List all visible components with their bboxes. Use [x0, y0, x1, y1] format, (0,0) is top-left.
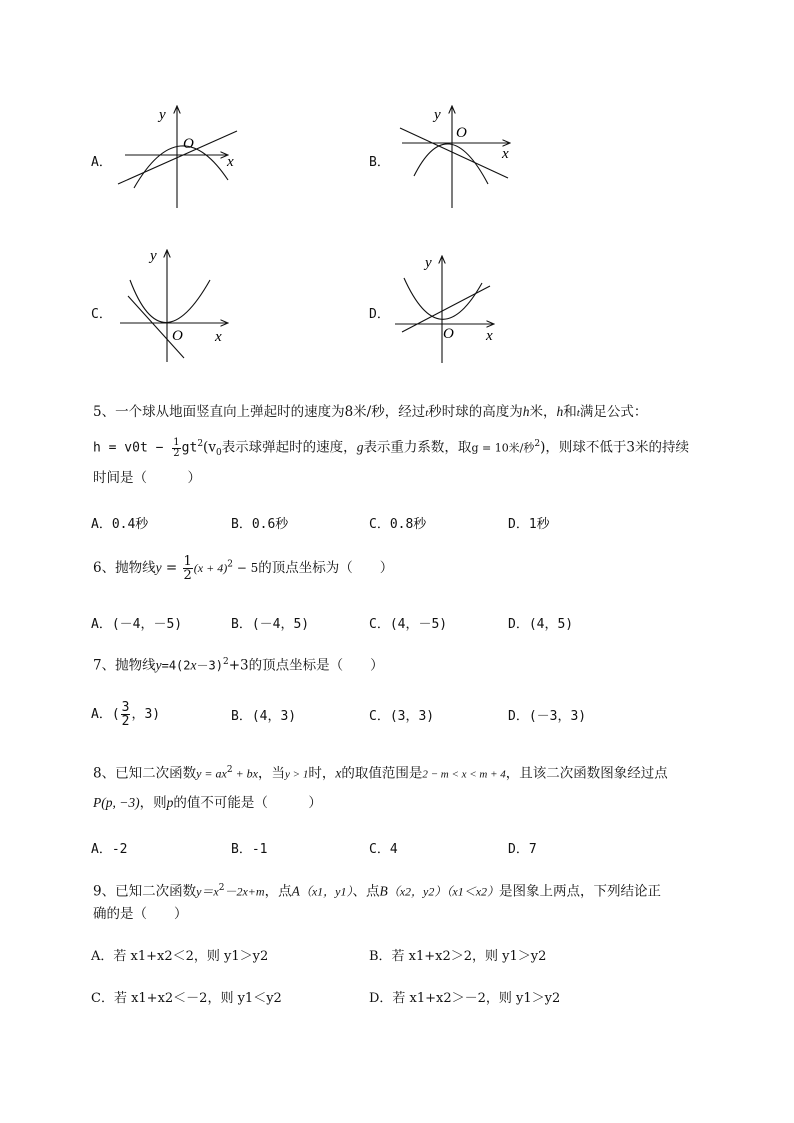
q7-stem: 7、抛物线$y=4(2x-3)^2+3$的顶点坐标是（ ） [93, 657, 384, 674]
graph-d-parabola [404, 278, 482, 319]
graph-a-o-label: O [183, 136, 194, 152]
q6-stem: 6、抛物线y = $\frac{1}{2}$ $(x + 4)^2 - 5$的顶点坐标为（ ） [93, 554, 394, 583]
graph-c-label: C． [91, 307, 112, 322]
graph-b-line [400, 128, 508, 178]
graph-c-o-label: O [172, 328, 183, 344]
q5-line3: 时间是（ ） [93, 470, 201, 486]
q6-option-c[interactable]: C．(4，－5) [369, 617, 448, 632]
q8-option-d[interactable]: D．7 [508, 842, 537, 857]
graph-d-y-label: y [425, 255, 432, 271]
graph-c-y-label: y [150, 248, 157, 264]
graph-d [390, 248, 510, 366]
graph-a [110, 98, 260, 210]
q9-option-b[interactable]: B．若 x1+x2＞2，则 y1＞y2 [369, 949, 547, 964]
q8-line2: P(p, −3)，则p的值不可能是（ ） [93, 795, 322, 811]
q5-line1: 5、一个球从地面竖直向上弹起时的速度为8米/秒，经过t秒时球的高度为h米，h和t满足公式： [93, 404, 648, 420]
graph-c [110, 240, 250, 365]
q5-option-b[interactable]: B．0.6秒 [231, 517, 289, 532]
q9-option-a[interactable]: A．若 x1+x2＜2，则 y1＞y2 [91, 949, 269, 964]
graph-c-parabola [130, 280, 210, 323]
q9-line2: 确的是（ ） [93, 906, 188, 922]
graph-c-x-label: x [215, 329, 222, 345]
q6-option-d[interactable]: D．(4，5) [508, 617, 574, 632]
q6-option-b[interactable]: B．(－4，5) [231, 617, 310, 632]
graph-c-line [128, 296, 184, 358]
graph-b-label: B． [369, 155, 390, 170]
graph-b-o-label: O [456, 125, 467, 141]
q9-option-d[interactable]: D．若 x1+x2＞－2，则 y1＞y2 [369, 991, 561, 1006]
graph-a-parabola [134, 146, 228, 188]
graph-a-y-label: y [159, 107, 166, 123]
q5-option-d[interactable]: D．1秒 [508, 517, 550, 532]
q9-option-c[interactable]: C．若 x1+x2＜－2，则 y1＜y2 [91, 991, 282, 1006]
q7-option-b[interactable]: B．(4，3) [231, 709, 297, 724]
graph-b-y-label: y [434, 107, 441, 123]
graph-d-o-label: O [443, 326, 454, 342]
q8-option-c[interactable]: C．4 [369, 842, 398, 857]
q7-option-c[interactable]: C．(3，3) [369, 709, 435, 724]
graph-d-label: D． [369, 307, 390, 322]
q6-option-a[interactable]: A．(－4，－5) [91, 617, 183, 632]
graph-a-label: A． [91, 155, 112, 170]
q5-line2: h = v0t − $\frac{1}{2}$ $gt^2(v_0$表示球弹起时的速度，g表示重力系数，取g = 10米/秒$^2$)，则球不低于3米的持续 [93, 436, 689, 459]
q8-option-a[interactable]: A．-2 [91, 842, 128, 857]
graph-b [390, 98, 530, 210]
q5-option-a[interactable]: A．0.4秒 [91, 517, 149, 532]
q5-option-c[interactable]: C．0.8秒 [369, 517, 427, 532]
q7-option-d[interactable]: D．(－3，3) [508, 709, 587, 724]
q8-option-b[interactable]: B．-1 [231, 842, 268, 857]
graph-a-x-label: x [227, 154, 234, 170]
q8-line1: 8、已知二次函数$y = ax^2$ + bx，当y > 1时，x的取值范围是2 − m < x < m + 4，且该二次函数图象经过点 [93, 765, 668, 782]
graph-b-x-label: x [502, 146, 509, 162]
q7-option-a[interactable]: A．( $\frac{3}{2}$ ，3) [91, 700, 161, 729]
q9-line1: 9、已知二次函数$y=x^2-2x+m$，点A（x1，y1）、点B（x2，y2）（x1＜x2）是图象上两点，下列结论正 [93, 883, 662, 900]
graph-d-x-label: x [486, 328, 493, 344]
